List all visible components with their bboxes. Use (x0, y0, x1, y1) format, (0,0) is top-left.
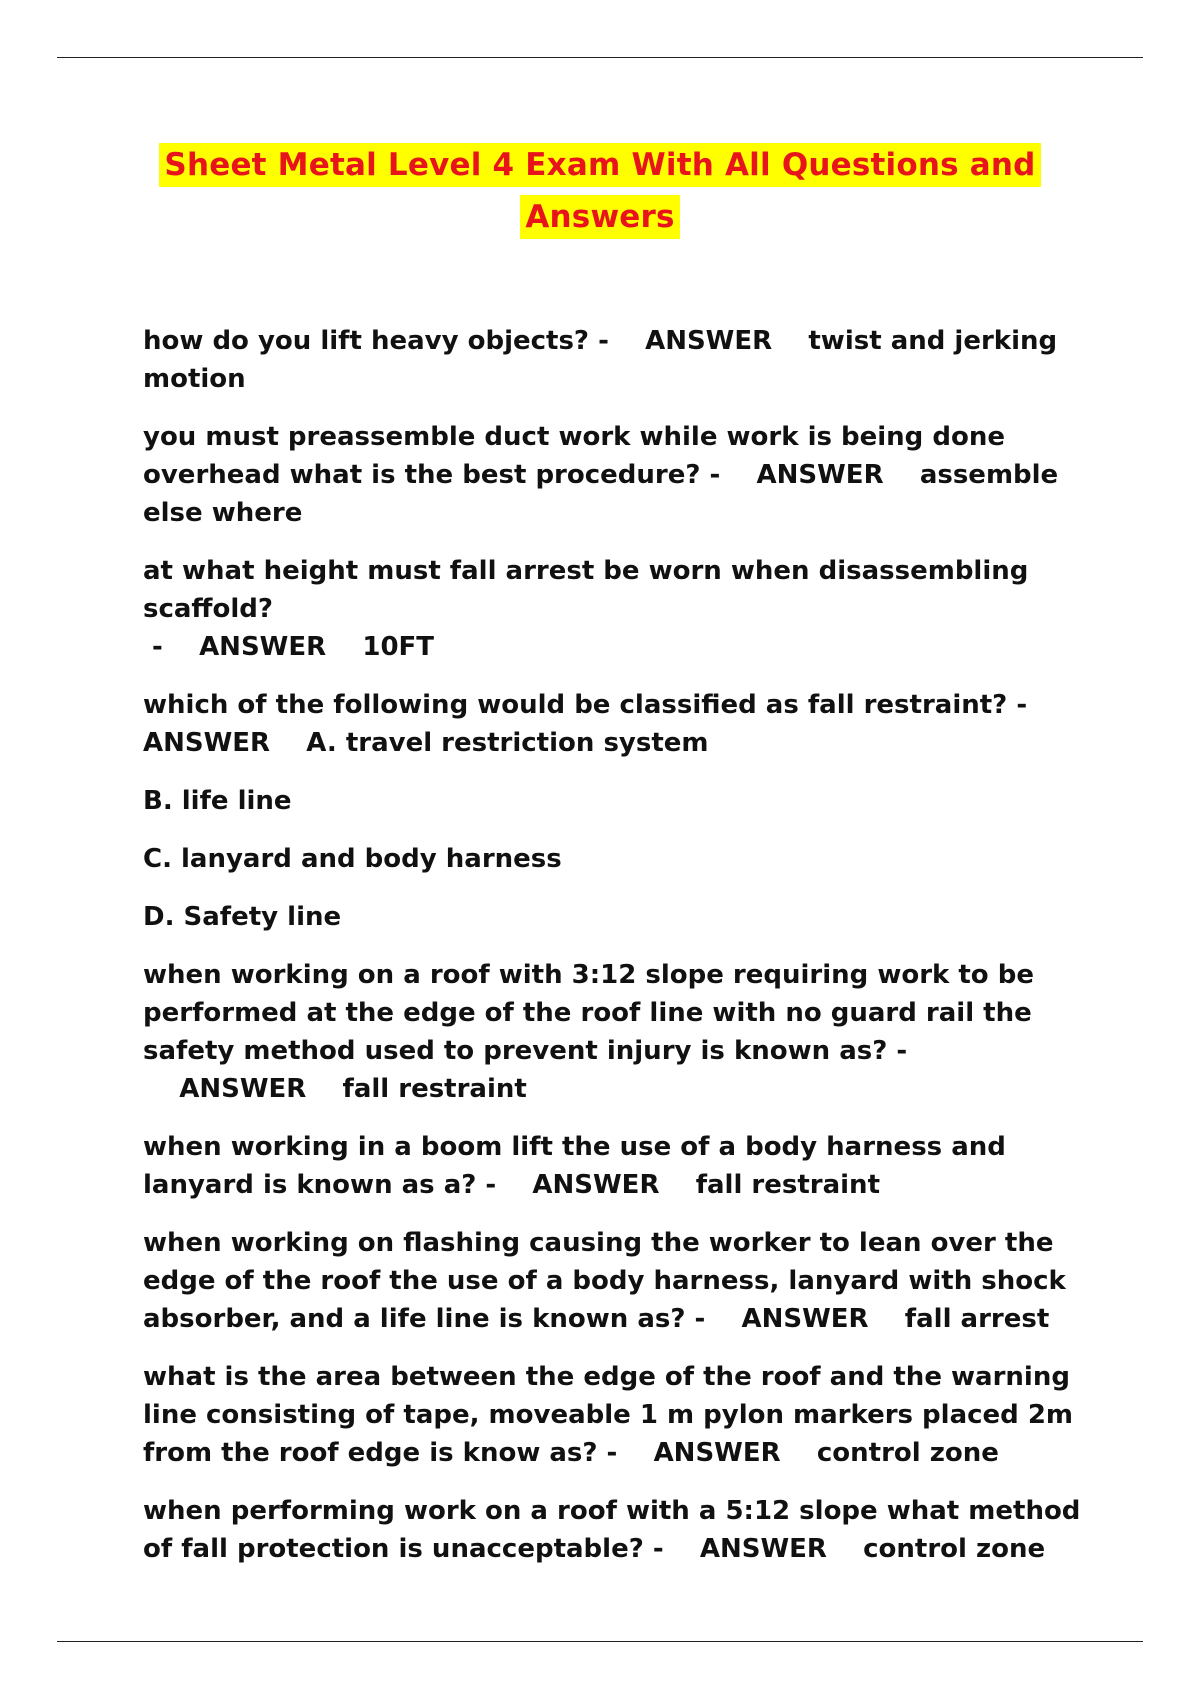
answer-label: ANSWER (532, 1170, 660, 1200)
answer-text: 10FT (362, 632, 435, 662)
answer-label: ANSWER (653, 1438, 781, 1468)
separator: - (685, 1304, 706, 1334)
qa-item (143, 686, 1103, 762)
question-text: when working on flashing causing the worker to lean over the edge of the roof the use of a body harness, lanyard with shock absorber, and a life line is known as? (143, 1228, 1066, 1334)
answer-label: ANSWER (143, 728, 271, 758)
answer-label: ANSWER (645, 326, 773, 356)
question-text: what is the area between the edge of the roof and the warning line consisting of tape, moveable 1 m pylon markers placed 2m from the roof edge is know as? (143, 1362, 1074, 1468)
title-line-2: Answers (520, 195, 679, 239)
question-text: when working on a roof with 3:12 slope requiring work to be performed at the edge of the roof line with no guard rail the safety method used to prevent injury is known as? (143, 960, 1034, 1066)
answer-label: ANSWER (199, 632, 327, 662)
qa-item (143, 956, 1103, 1108)
qa-item (143, 1358, 1103, 1472)
qa-item (143, 552, 1103, 666)
document-title (0, 143, 1200, 239)
qa-item (143, 1492, 1103, 1568)
separator: - (143, 632, 163, 662)
question-text: at what height must fall arrest be worn when disassembling scaffold? (143, 556, 1029, 624)
answer-label: ANSWER (179, 1074, 307, 1104)
answer-text: assemble else where (143, 460, 1059, 528)
qa-item (143, 1224, 1103, 1338)
answer-label: ANSWER (699, 1534, 827, 1564)
title-line-1: Sheet Metal Level 4 Exam With All Questions and (159, 143, 1040, 187)
answer-text: fall arrest (904, 1304, 1050, 1334)
answer-text: fall restraint (695, 1170, 880, 1200)
qa-item (143, 418, 1103, 532)
question-text: when performing work on a roof with a 5:12 slope what method of fall protection is unacceptable? (143, 1496, 1081, 1564)
separator: - (589, 326, 609, 356)
answer-text: control zone (863, 1534, 1046, 1564)
answer-text: control zone (816, 1438, 999, 1468)
question-text: when working in a boom lift the use of a body harness and lanyard is known as a? (143, 1132, 1006, 1200)
top-rule (57, 57, 1143, 58)
bottom-rule (57, 1641, 1143, 1642)
option-item: D. Safety line (143, 902, 342, 932)
separator: - (597, 1438, 618, 1468)
option-item: C. lanyard and body harness (143, 844, 562, 874)
separator: - (887, 1036, 908, 1066)
question-text: you must preassemble duct work while work is being done overhead what is the best procedure? (143, 422, 1005, 490)
separator: - (476, 1170, 497, 1200)
question-text: how do you lift heavy objects? (143, 326, 590, 356)
answer-label: ANSWER (741, 1304, 869, 1334)
qa-list (143, 322, 1103, 1588)
qa-item (143, 1128, 1103, 1204)
separator: - (643, 1534, 664, 1564)
answer-text: fall restraint (342, 1074, 527, 1104)
question-text: which of the following would be classified as fall restraint? (143, 690, 1008, 720)
answer-text: A. travel restriction system (306, 728, 709, 758)
separator: - (1007, 690, 1028, 720)
qa-item (143, 322, 1103, 398)
separator: - (700, 460, 721, 490)
answer-label: ANSWER (756, 460, 884, 490)
option-item: B. life line (143, 786, 292, 816)
answer-text: twist and jerking motion (143, 326, 1058, 394)
